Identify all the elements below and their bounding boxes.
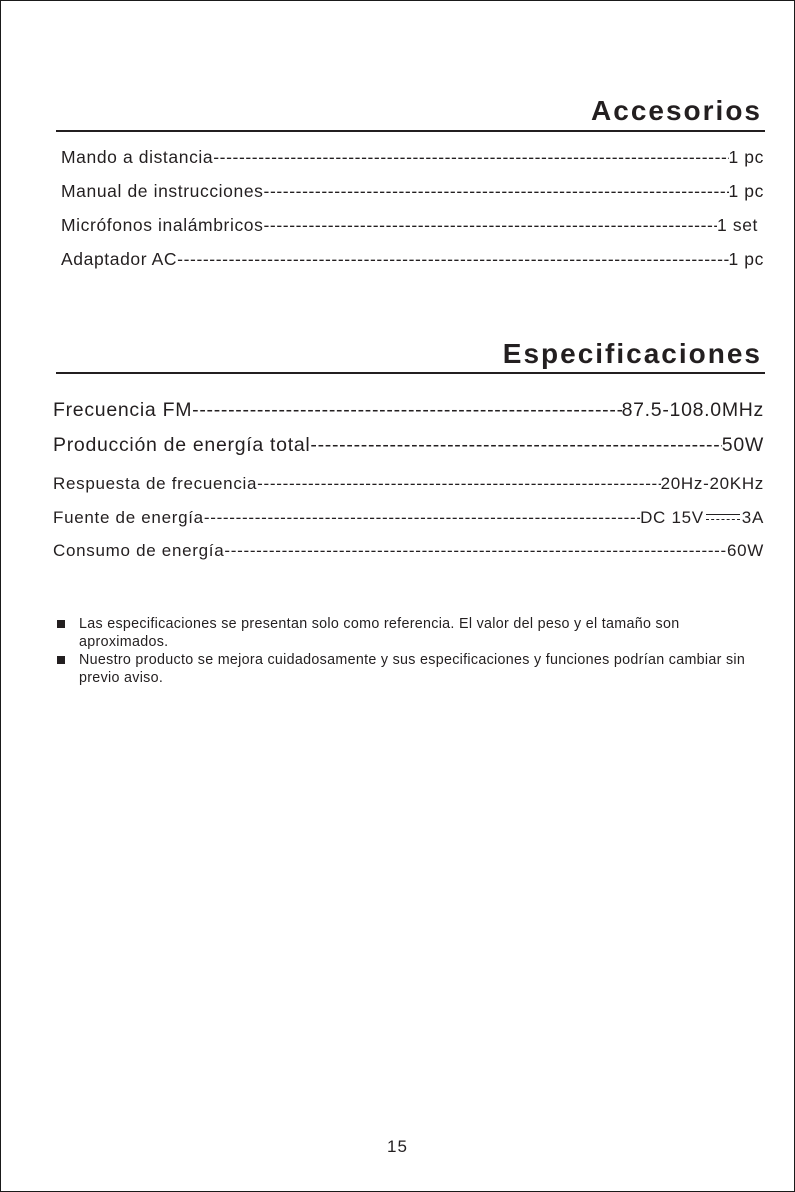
spec-row [53,434,764,457]
spec-value: 50W [721,434,764,456]
note-text: Nuestro producto se mejora cuidadosamente y sus especificaciones y funciones podrían cambiar sin previo aviso. [79,652,746,686]
spec-value-current: 3A [741,508,764,527]
notes-list [57,615,769,687]
accessory-name: Adaptador AC [61,249,178,269]
page-number: 15 [387,1137,408,1156]
accessory-quantity: 1 pc [728,249,764,269]
accessory-row [61,215,758,236]
spec-name: Frecuencia FM [53,399,193,421]
spec-name: Fuente de energía [53,508,204,527]
square-bullet-icon [57,620,65,628]
dot-leader [224,541,727,561]
accessory-quantity: 1 set [717,215,758,235]
spec-value: 20Hz-20KHz [660,474,764,493]
dot-leader [177,249,728,270]
spec-row [53,399,764,422]
accessory-quantity: 1 pc [728,181,764,201]
dot-leader [213,147,728,168]
dc-symbol-icon [706,513,740,523]
square-bullet-icon [57,656,65,664]
accessory-name: Micrófonos inalámbricos [61,215,264,235]
dot-leader [204,508,640,528]
accessories-heading: Accesorios [591,95,762,126]
dot-leader [192,399,621,422]
spec-name: Respuesta de frecuencia [53,474,258,493]
spec-row [53,474,764,494]
accessories-divider [56,130,765,132]
spec-name: Producción de energía total [53,434,311,456]
note-item [57,615,769,651]
note-item [57,651,769,687]
dot-leader [310,434,721,457]
note-text: Las especificaciones se presentan solo como referencia. El valor del peso y el tamaño son aproximados. [79,616,680,650]
accessory-name: Mando a distancia [61,147,214,167]
spec-row [53,541,764,561]
specifications-divider [56,372,765,374]
specifications-heading: Especificaciones [502,338,762,369]
spec-name: Consumo de energía [53,541,225,560]
accessory-row [61,249,764,270]
spec-value: 87.5-108.0MHz [621,399,764,421]
dot-leader [257,474,660,494]
accessory-row [61,147,764,168]
spec-value-voltage: DC 15V [640,508,704,527]
accessory-row [61,181,764,202]
accessory-name: Manual de instrucciones [61,181,264,201]
dot-leader [263,215,717,236]
accessory-quantity: 1 pc [728,147,764,167]
spec-row [53,508,764,528]
dot-leader [264,181,729,202]
spec-value: 60W [726,541,764,560]
spec-value [640,508,764,528]
